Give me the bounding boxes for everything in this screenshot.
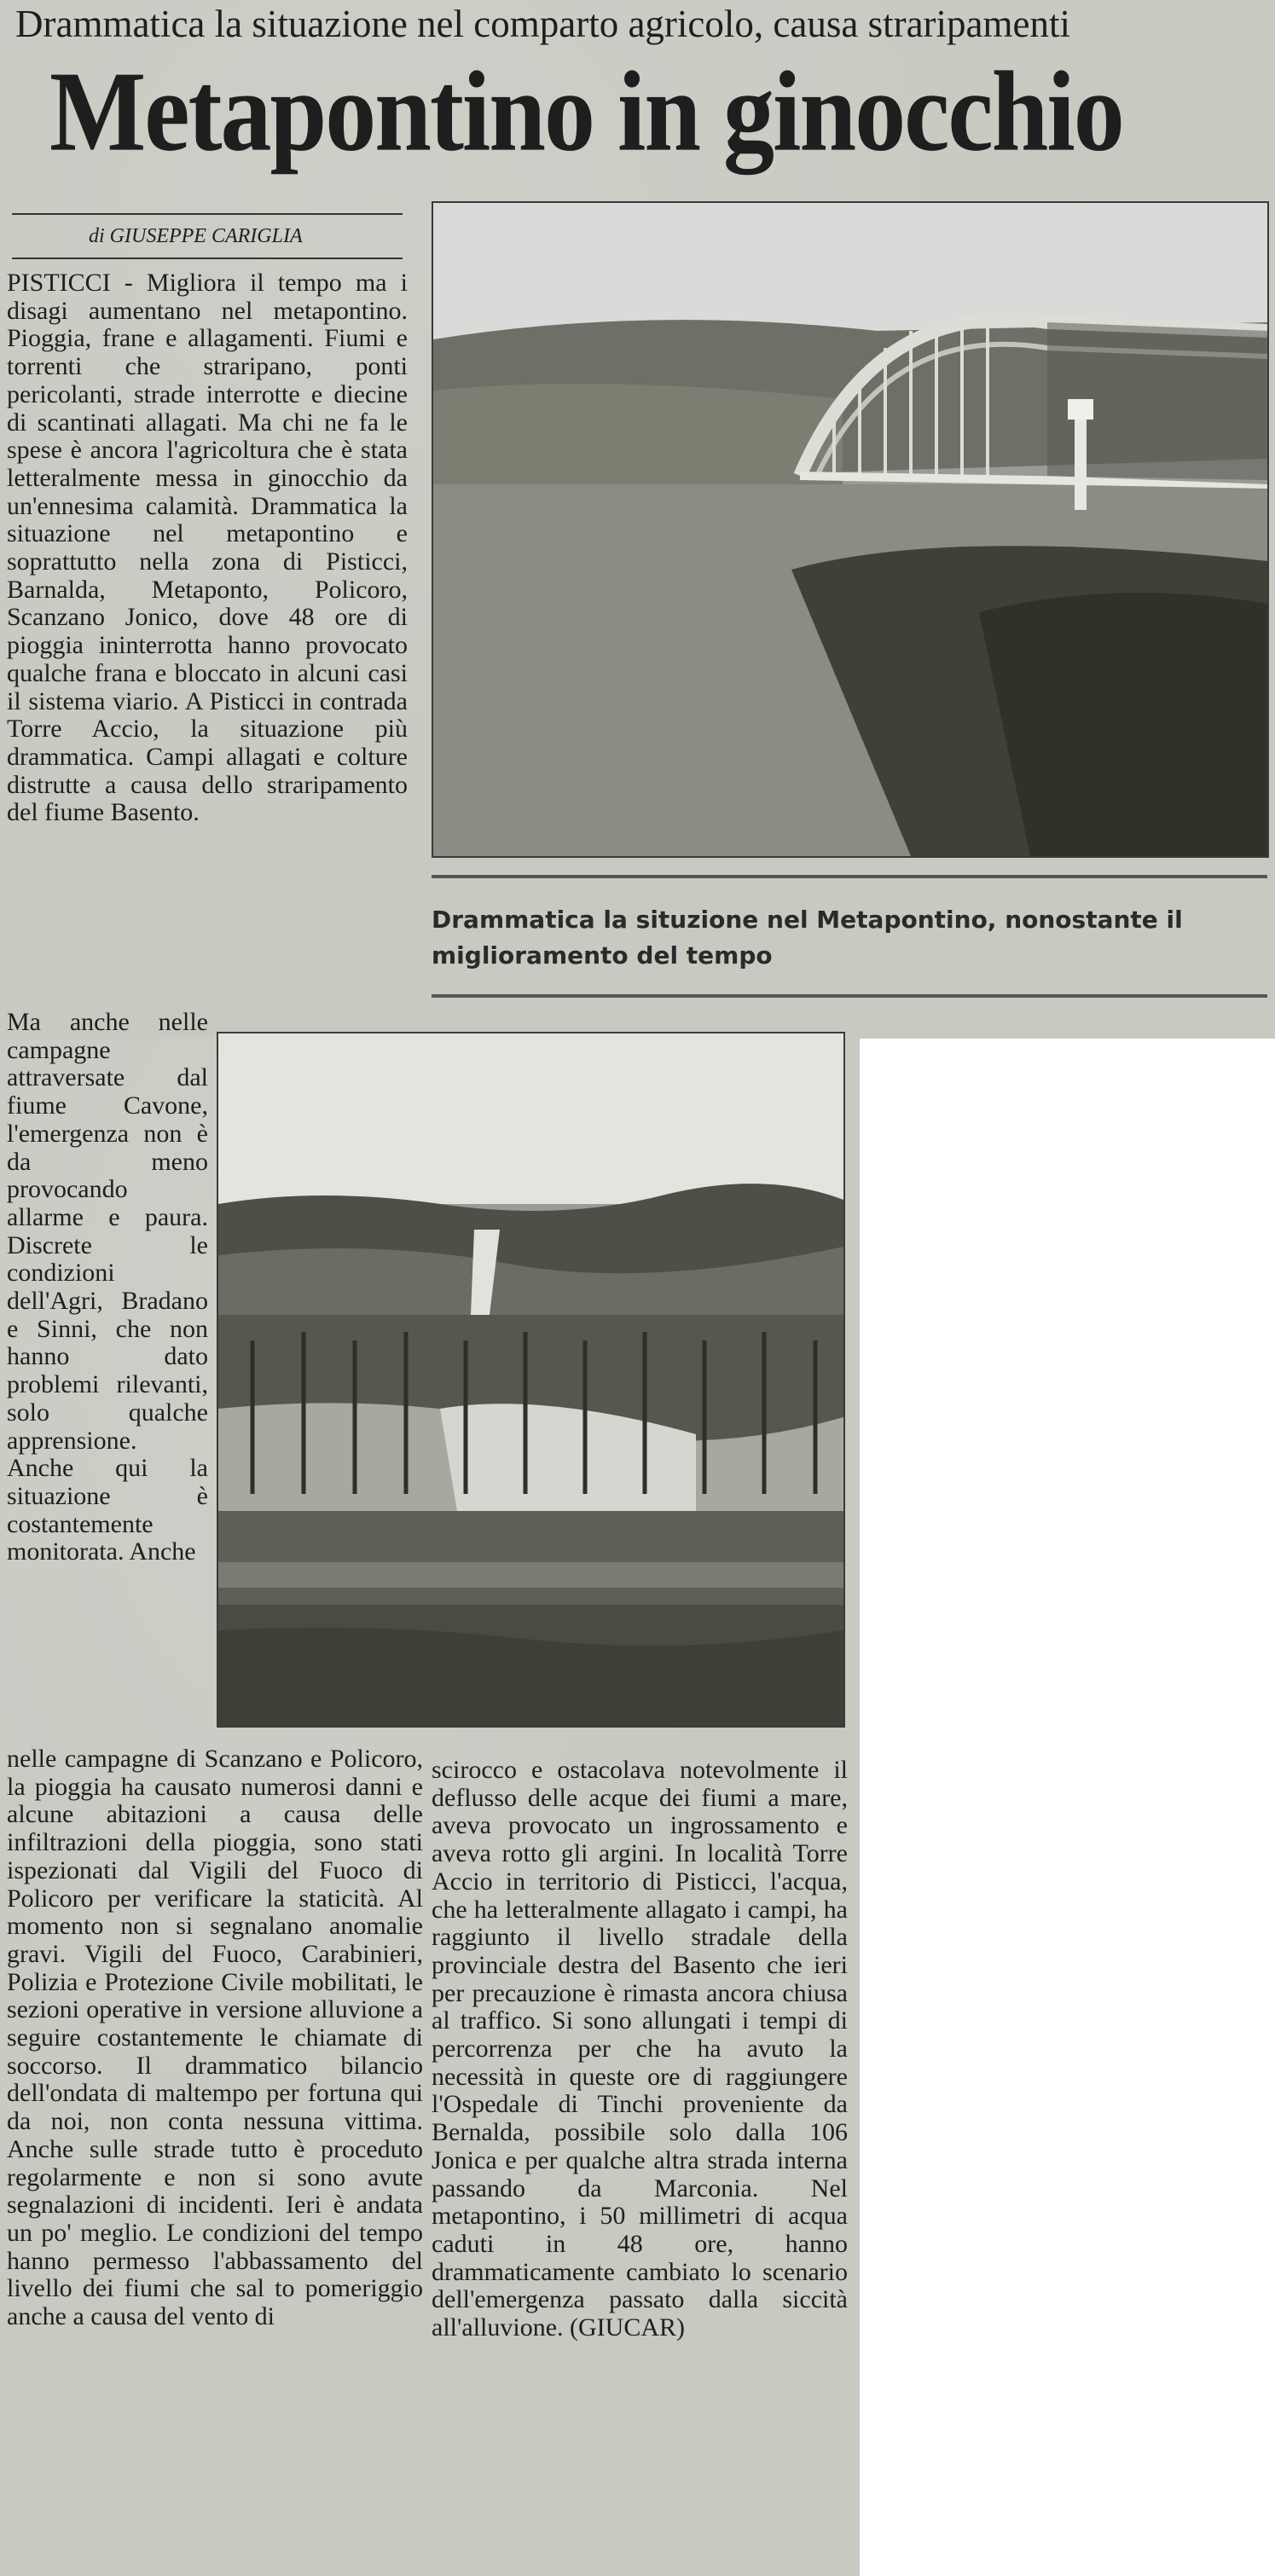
article-byline: di GIUSEPPE CARIGLIA	[89, 225, 303, 247]
caption-rule-bottom	[432, 994, 1267, 998]
flooded-field-photo-image	[218, 1033, 843, 1726]
bridge-photo	[432, 201, 1269, 858]
article-paragraph-4: scirocco e ostacolava notevolmente il deflusso delle acque dei fiumi a mare, aveva provocato un ingrossamento e aveva rotto gli argini. In località Torre Accio in territorio di Pisticci, l'acqua, che ha letteralmente allagato i campi, ha raggiunto il livello stradale della provinciale destra del Basento che ieri per precauzione è rimasta ancora chiusa al traffico. Si sono allungati i tempi di percorrenza per che ha avuto la necessità in queste ore di raggiungere l'Ospedale di Tinchi proveniente da Bernalda, possibile solo dalla 106 Jonica e per qualche altra strada interna passando da Marconia. Nel metapontino, i 50 millimetri di acqua caduti in 48 ore, hanno drammaticamente cambiato lo scenario dell'emergenza passato dalla siccità all'alluvione. (GIUCAR)	[432, 1756, 848, 2342]
article-column-3	[7, 1745, 423, 2331]
byline-box	[12, 213, 403, 259]
caption-rule-top	[432, 875, 1267, 878]
article-paragraph-2: Ma anche nelle campagne attraversate dal fiume Cavone, l'emergenza non è da meno provocando allarme e paura. Discrete le condizioni dell'Agri, Bradano e Sinni, che non hanno dato problemi rilevanti, solo qualche apprensione. Anche qui la situazione è costantemente monitorata. Anche	[7, 1008, 208, 1566]
article-column-4	[432, 1757, 848, 2342]
photo-caption: Drammatica la situzione nel Metapontino, nonostante il miglioramento del tempo	[432, 906, 1183, 970]
article-column-2	[7, 1009, 208, 1566]
flooded-field-photo	[217, 1032, 845, 1728]
article-headline: Metapontino in ginocchio	[49, 47, 1123, 175]
article-paragraph-3: nelle campagne di Scanzano e Policoro, la pioggia ha causato numerosi danni e alcune abitazioni a causa delle infiltrazioni della pioggia, sono stati ispezionati dal Vigili del Fuoco di Policoro per verificare la staticità. Al momento non si segnalano anomalie gravi. Vigili del Fuoco, Carabinieri, Polizia e Protezione Civile mobilitati, le sezioni operative in versione alluvione a seguire costantemente le chiamate di soccorso. Il drammatico bilancio dell'ondata di maltempo per fortuna qui da noi, non conta nessuna vittima. Anche sulle strade tutto è proceduto regolarmente e non si sono avute segnalazioni di incidenti. Ieri è andata un po' meglio. Le condizioni del tempo hanno permesso l'abbassamento del livello dei fiumi che sal to pomeriggio anche a causa del vento di	[7, 1745, 423, 2331]
bridge-photo-image	[433, 203, 1267, 856]
article-column-1	[7, 269, 408, 827]
article-kicker: Drammatica la situazione nel comparto agricolo, causa straripamenti	[15, 3, 1070, 45]
article-paragraph-1: PISTICCI - Migliora il tempo ma i disagi aumentano nel metapontino. Pioggia, frane e allagamenti. Fiumi e torrenti che straripano, ponti pericolanti, strade interrotte e diecine di scantinati allagati. Ma chi ne fa le spese è ancora l'agricoltura che è stata letteralmente messa in ginocchio da un'ennesima calamità. Drammatica la situazione nel metapontino e soprattutto nella zona di Pisticci, Barnalda, Metaponto, Policoro, Scanzano Jonico, dove 48 ore di pioggia ininterrotta hanno provocato qualche frana e bloccato in alcuni casi il sistema viario. A Pisticci in contrada Torre Accio, la situazione più drammatica. Campi allagati e colture distrutte a causa dello straripamento del fiume Basento.	[7, 269, 408, 827]
